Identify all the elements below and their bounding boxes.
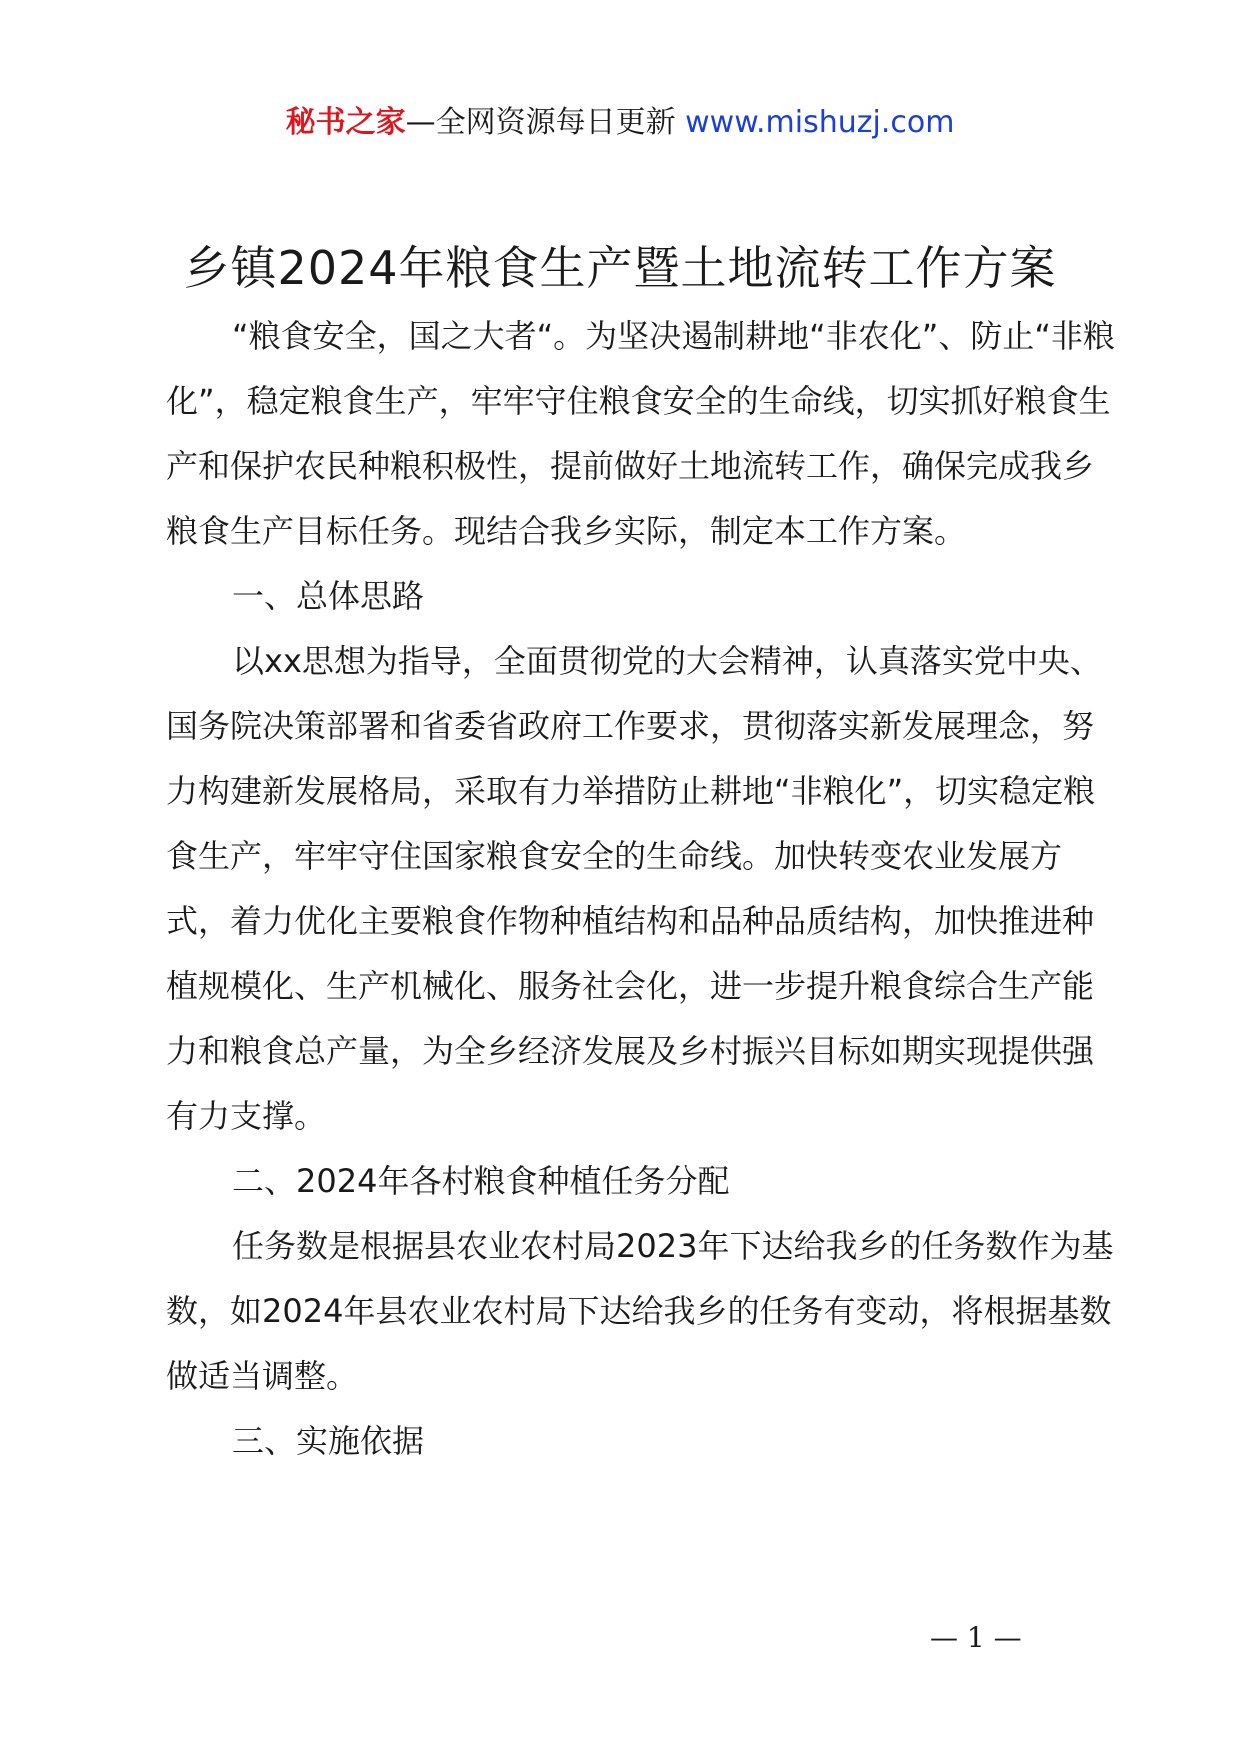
site-url-link[interactable]: www.mishuzj.com [685,105,955,140]
site-header [0,98,1240,148]
section-heading-implementation-basis: 三、实施依据 [232,1422,425,1460]
section-paragraph-overall-approach: 以xx思想为指导，全面贯彻党的大会精神，认真落实党中央、国务院决策部署和省委省政府工作要求，贯彻落实新发展理念，努力构建新发展格局，采取有力举措防止耕地“非粮化”，切实稳定粮食生产，牢牢守住国家粮食安全的生命线。加快转变农业发展方式，着力优化主要粮食作物种植结构和品种品质结构，加快推进种植规模化、生产机械化、服务社会化，进一步提升粮食综合生产能力和粮食总产量，为全乡经济发展及乡村振兴目标如期实现提供强有力支撑。 [166,642,1102,1135]
section-heading-overall-approach: 一、总体思路 [232,577,425,615]
site-tagline: —全网资源每日更新 [405,105,676,140]
section-paragraph-task-allocation: 任务数是根据县农业农村局2023年下达给我乡的任务数作为基数，如2024年县农业农村局下达给我乡的任务有变动，将根据基数做适当调整。 [166,1227,1114,1395]
document-title: 乡镇2024年粮食生产暨土地流转工作方案 [183,241,1057,295]
intro-paragraph: “粮食安全，国之大者“。为坚决遏制耕地“非农化”、防止“非粮化”，稳定粮食生产，牢牢守住粮食安全的生命线，切实抓好粮食生产和保护农民种粮积极性，提前做好土地流转工作，确保完成我乡粮食生产目标任务。现结合我乡实际，制定本工作方案。 [166,317,1115,550]
section-heading-task-allocation: 二、2024年各村粮食种植任务分配 [232,1162,730,1200]
document-body [166,304,1116,1474]
page-number: — 1 — [930,1621,1022,1654]
site-brand: 秘书之家 [285,105,406,140]
